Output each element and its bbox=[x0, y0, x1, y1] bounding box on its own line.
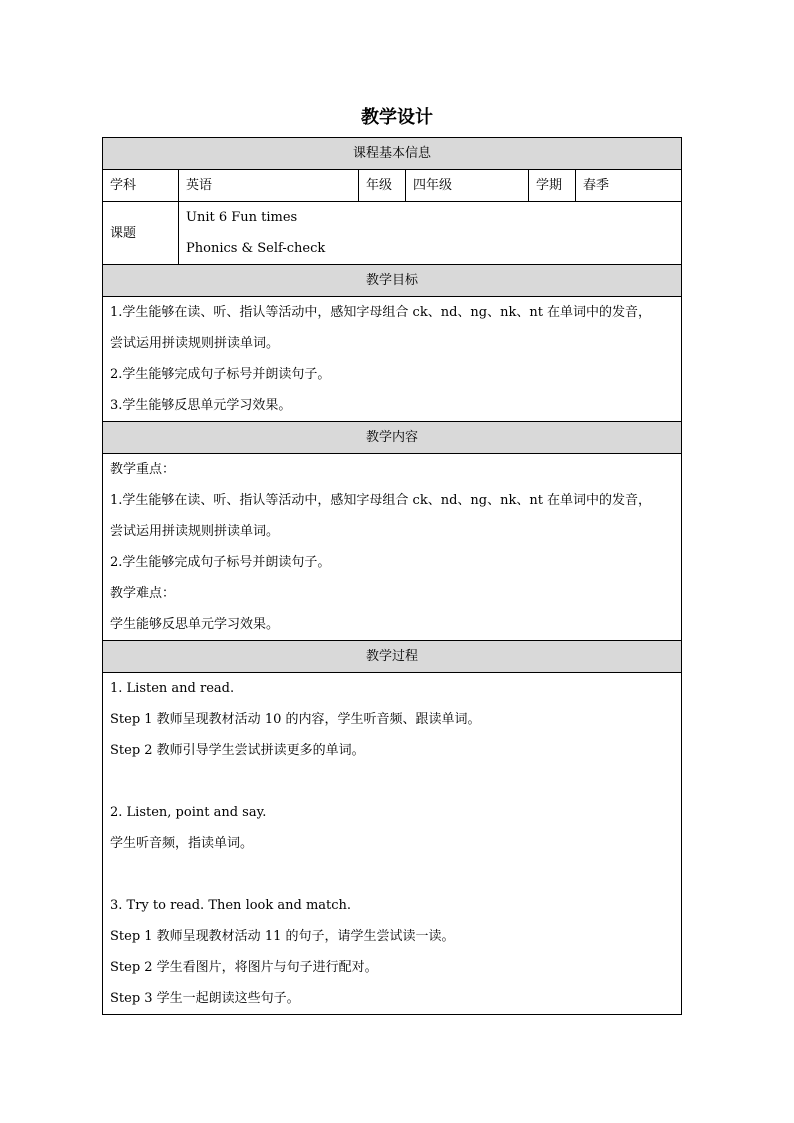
topic-line: Phonics & Self-check bbox=[186, 241, 326, 256]
subject-value: 英语 bbox=[179, 170, 359, 202]
topic-label: 课题 bbox=[103, 202, 179, 265]
process-line: Step 3 学生一起朗读这些句子。 bbox=[110, 991, 300, 1006]
objectives-body bbox=[103, 297, 682, 422]
process-line: Step 1 教师呈现教材活动 10 的内容，学生听音频、跟读单词。 bbox=[110, 712, 481, 727]
content-line: 尝试运用拼读规则拼读单词。 bbox=[110, 524, 280, 539]
content-line: 学生能够反思单元学习效果。 bbox=[110, 617, 280, 632]
content-line: 教学重点： bbox=[110, 462, 176, 477]
content-line: 教学难点： bbox=[110, 586, 176, 601]
process-line: 2. Listen, point and say. bbox=[110, 805, 267, 820]
subject-label: 学科 bbox=[103, 170, 179, 202]
process-line: 3. Try to read. Then look and match. bbox=[110, 898, 352, 913]
objective-line: 1.学生能够在读、听、指认等活动中，感知字母组合 ck、nd、ng、nk、nt 在单词中的发音， bbox=[110, 305, 652, 320]
objective-line: 尝试运用拼读规则拼读单词。 bbox=[110, 336, 280, 351]
lesson-plan-table bbox=[102, 137, 682, 1015]
process-header: 教学过程 bbox=[103, 641, 682, 673]
grade-label: 年级 bbox=[359, 170, 406, 202]
topic-line: Unit 6 Fun times bbox=[186, 210, 298, 225]
process-line: Step 2 教师引导学生尝试拼读更多的单词。 bbox=[110, 743, 365, 758]
content-line: 1.学生能够在读、听、指认等活动中，感知字母组合 ck、nd、ng、nk、nt 在单词中的发音， bbox=[110, 493, 652, 508]
objective-line: 3.学生能够反思单元学习效果。 bbox=[110, 398, 292, 413]
process-body bbox=[103, 673, 682, 1015]
objectives-header: 教学目标 bbox=[103, 265, 682, 297]
term-value: 春季 bbox=[576, 170, 682, 202]
grade-value: 四年级 bbox=[406, 170, 529, 202]
content-body bbox=[103, 454, 682, 641]
content-header: 教学内容 bbox=[103, 422, 682, 454]
objective-line: 2.学生能够完成句子标号并朗读句子。 bbox=[110, 367, 331, 382]
content-line: 2.学生能够完成句子标号并朗读句子。 bbox=[110, 555, 331, 570]
process-line: Step 1 教师呈现教材活动 11 的句子，请学生尝试读一读。 bbox=[110, 929, 455, 944]
process-blank-line bbox=[110, 859, 674, 890]
process-line: Step 2 学生看图片，将图片与句子进行配对。 bbox=[110, 960, 378, 975]
process-line: 1. Listen and read. bbox=[110, 681, 235, 696]
document-title: 教学设计 bbox=[361, 107, 433, 128]
term-label: 学期 bbox=[529, 170, 576, 202]
basic-info-header: 课程基本信息 bbox=[103, 138, 682, 170]
process-line: 学生听音频，指读单词。 bbox=[110, 836, 254, 851]
process-blank-line bbox=[110, 766, 674, 797]
topic-value bbox=[179, 202, 682, 265]
